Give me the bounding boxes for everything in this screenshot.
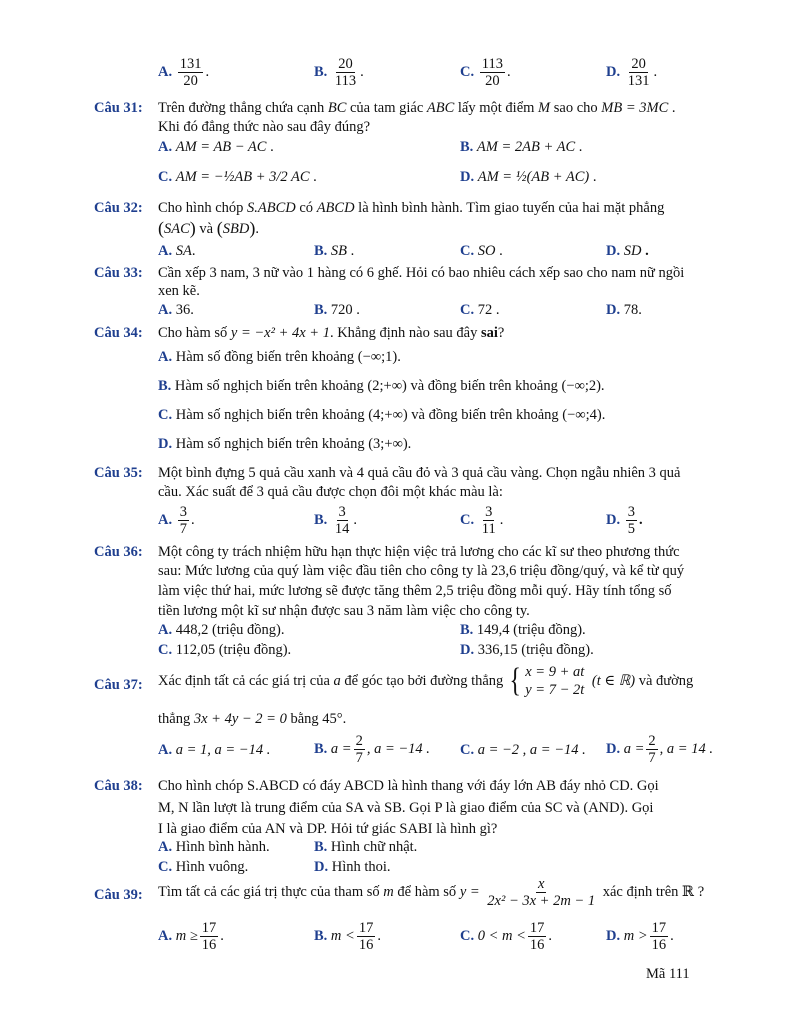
q31-option-d[interactable]: D. AM = ½(AB + AC) .	[460, 169, 597, 185]
q30-option-b[interactable]: B. $\frac{20}{113}$ .	[314, 56, 364, 89]
q38-option-d[interactable]: D. Hình thoi.	[314, 859, 391, 875]
q39-option-b[interactable]: B. m < $\frac{17}{16}$ .	[314, 920, 381, 953]
question-stem-line3: làm việc thứ hai, mức lương sẽ được tăng thêm 2,5 triệu đồng mỗi quý. Hãy tính tổng số	[158, 583, 672, 599]
q30-option-a[interactable]: A. $\frac{131}{20}$ .	[158, 56, 210, 89]
question-stem: Cho hình chóp S.ABCD có ABCD là hình bình hành. Tìm giao tuyến của hai mặt phẳng	[158, 200, 665, 216]
question-stem: Cho hàm số y = −x² + 4x + 1. Khẳng định nào sau đây sai?	[158, 325, 505, 341]
fraction: $\frac{17}{16}$	[529, 920, 545, 953]
question-label: Câu 38:	[94, 778, 143, 794]
q33-option-b[interactable]: B. 720 .	[314, 302, 360, 318]
q39-option-d[interactable]: D. m > $\frac{17}{16}$ .	[606, 920, 674, 953]
equation-system: { x = 9 + at y = 7 − 2t	[509, 662, 585, 699]
question-stem-line2: Khi đó đẳng thức nào sau đây đúng?	[158, 119, 371, 135]
fraction: $\frac{17}{16}$	[358, 920, 374, 953]
question-stem-line1: Cho hình chóp S.ABCD có đáy ABCD là hình thang với đáy lớn AB đáy nhỏ CD. Gọi	[158, 778, 659, 794]
fraction: $\frac{131}{20}$	[179, 56, 202, 89]
fraction: $\frac{x}{\text{2x² − 3x + 2m − 1}}$	[487, 876, 596, 909]
fraction: $\frac{3}{11}$	[481, 504, 496, 537]
q32-option-b[interactable]: B. SB .	[314, 243, 355, 259]
q39-option-c[interactable]: C. 0 < m < $\frac{17}{16}$ .	[460, 920, 553, 953]
fraction: $\frac{3}{14}$	[334, 504, 350, 537]
question-label: Câu 37:	[94, 677, 143, 693]
question-stem: Xác định tất cả các giá trị của a để góc tạo bởi đường thẳng { x = 9 + at y = 7 − 2t (t ∈ ℝ) và đường	[158, 662, 694, 699]
question-stem: Tìm tất cả các giá trị thực của tham số m để hàm số y = $\frac{x}{\text{2x² − 3x + 2m − 1}}$ xác định trên ℝ ?	[158, 876, 705, 909]
question-stem-line3: I là giao điểm của AN và DP. Hỏi tứ giác SABI là hình gì?	[158, 821, 498, 837]
q38-option-a[interactable]: A. Hình bình hành.	[158, 839, 270, 855]
fraction: $\frac{2}{7}$	[648, 733, 656, 766]
fraction: $\frac{20}{131}$	[627, 56, 650, 89]
fraction: $\frac{113}{20}$	[481, 56, 503, 89]
fraction: $\frac{3}{5}$	[627, 504, 635, 537]
question-label: Câu 32:	[94, 200, 143, 216]
q35-option-b[interactable]: B. $\frac{3}{14}$ .	[314, 504, 358, 537]
q33-option-d[interactable]: D. 78.	[606, 302, 642, 318]
q36-option-b[interactable]: B. 149,4 (triệu đồng).	[460, 622, 586, 638]
q30-option-c[interactable]: C. $\frac{113}{20}$ .	[460, 56, 511, 89]
question-stem-line2: xen kẽ.	[158, 283, 200, 299]
q37-option-c[interactable]: C. a = −2 , a = −14 .	[460, 742, 586, 758]
fraction: $\frac{20}{113}$	[334, 56, 357, 89]
question-label: Câu 33:	[94, 265, 143, 281]
q36-option-a[interactable]: A. 448,2 (triệu đồng).	[158, 622, 285, 638]
question-stem: Cần xếp 3 nam, 3 nữ vào 1 hàng có 6 ghế. Hỏi có bao nhiêu cách xếp sao cho nam nữ ngồi	[158, 265, 685, 281]
question-stem-line2: (SAC) và (SBD).	[158, 218, 259, 238]
question-stem-line1: Một công ty trách nhiệm hữu hạn thực hiện việc trả lương cho các kĩ sư theo phương thức	[158, 544, 680, 560]
q34-option-c[interactable]: C. Hàm số nghịch biến trên khoảng (4;+∞) và đồng biến trên khoảng (−∞;4).	[158, 407, 606, 423]
question-label: Câu 31:	[94, 100, 143, 116]
q33-option-c[interactable]: C. 72 .	[460, 302, 500, 318]
q32-option-a[interactable]: A. SA.	[158, 243, 196, 259]
fraction: $\frac{2}{7}$	[355, 733, 363, 766]
question-label: Câu 34:	[94, 325, 143, 341]
question-stem: Trên đường thẳng chứa cạnh BC của tam giác ABC lấy một điểm M sao cho MB = 3MC .	[158, 100, 676, 116]
q36-option-c[interactable]: C. 112,05 (triệu đồng).	[158, 642, 292, 658]
q35-option-c[interactable]: C. $\frac{3}{11}$ .	[460, 504, 504, 537]
question-label: Câu 35:	[94, 465, 143, 481]
q35-option-d[interactable]: D. $\frac{3}{5}$ .	[606, 504, 643, 537]
question-label: Câu 39:	[94, 887, 143, 903]
q39-option-a[interactable]: A. m ≥ $\frac{17}{16}$ .	[158, 920, 224, 953]
q38-option-c[interactable]: C. Hình vuông.	[158, 859, 249, 875]
q36-option-d[interactable]: D. 336,15 (triệu đồng).	[460, 642, 594, 658]
q34-option-b[interactable]: B. Hàm số nghịch biến trên khoảng (2;+∞) và đồng biến trên khoảng (−∞;2).	[158, 378, 605, 394]
q32-option-c[interactable]: C. SO .	[460, 243, 503, 259]
question-stem-line2: cầu. Xác suất để 3 quả cầu được chọn đôi một khác màu là:	[158, 484, 503, 500]
q31-option-b[interactable]: B. AM = 2AB + AC .	[460, 139, 583, 155]
question-stem-line2: M, N lần lượt là trung điểm của SA và SB. Gọi P là giao điểm của SC và (AND). Gọi	[158, 800, 654, 816]
question-label: Câu 36:	[94, 544, 143, 560]
fraction: $\frac{3}{7}$	[179, 504, 187, 537]
q37-option-d[interactable]: D. a = $\frac{2}{7}$ , a = 14 .	[606, 733, 713, 766]
q34-option-d[interactable]: D. Hàm số nghịch biến trên khoảng (3;+∞).	[158, 436, 412, 452]
question-stem: Một bình đựng 5 quả cầu xanh và 4 quả cầu đỏ và 3 quả cầu vàng. Chọn ngẫu nhiên 3 quả	[158, 465, 681, 481]
q37-option-b[interactable]: B. a = $\frac{2}{7}$ , a = −14 .	[314, 733, 430, 766]
q30-option-d[interactable]: D. $\frac{20}{131}$ .	[606, 56, 658, 89]
q31-option-c[interactable]: C. AM = −½AB + 3/2 AC .	[158, 169, 317, 185]
q33-option-a[interactable]: A. 36.	[158, 302, 194, 318]
exam-code: Mã 111	[646, 966, 690, 982]
q32-option-d[interactable]: D. SD .	[606, 243, 649, 259]
q31-option-a[interactable]: A. AM = AB − AC .	[158, 139, 274, 155]
question-stem-line4: tiền lương một kĩ sư nhận được sau 3 năm làm việc cho công ty.	[158, 603, 530, 619]
q35-option-a[interactable]: A. $\frac{3}{7}$ .	[158, 504, 195, 537]
question-stem-line2: sau: Mức lương của quý làm việc đầu tiên cho công ty là 23,6 triệu đồng/quý, và kể từ quý	[158, 563, 685, 579]
fraction: $\frac{17}{16}$	[201, 920, 217, 953]
q34-option-a[interactable]: A. Hàm số đồng biến trên khoảng (−∞;1).	[158, 349, 401, 365]
q37-option-a[interactable]: A. a = 1, a = −14 .	[158, 742, 271, 758]
question-stem-line2: thẳng 3x + 4y − 2 = 0 bằng 45°.	[158, 711, 347, 727]
fraction: $\frac{17}{16}$	[651, 920, 667, 953]
q38-option-b[interactable]: B. Hình chữ nhật.	[314, 839, 418, 855]
